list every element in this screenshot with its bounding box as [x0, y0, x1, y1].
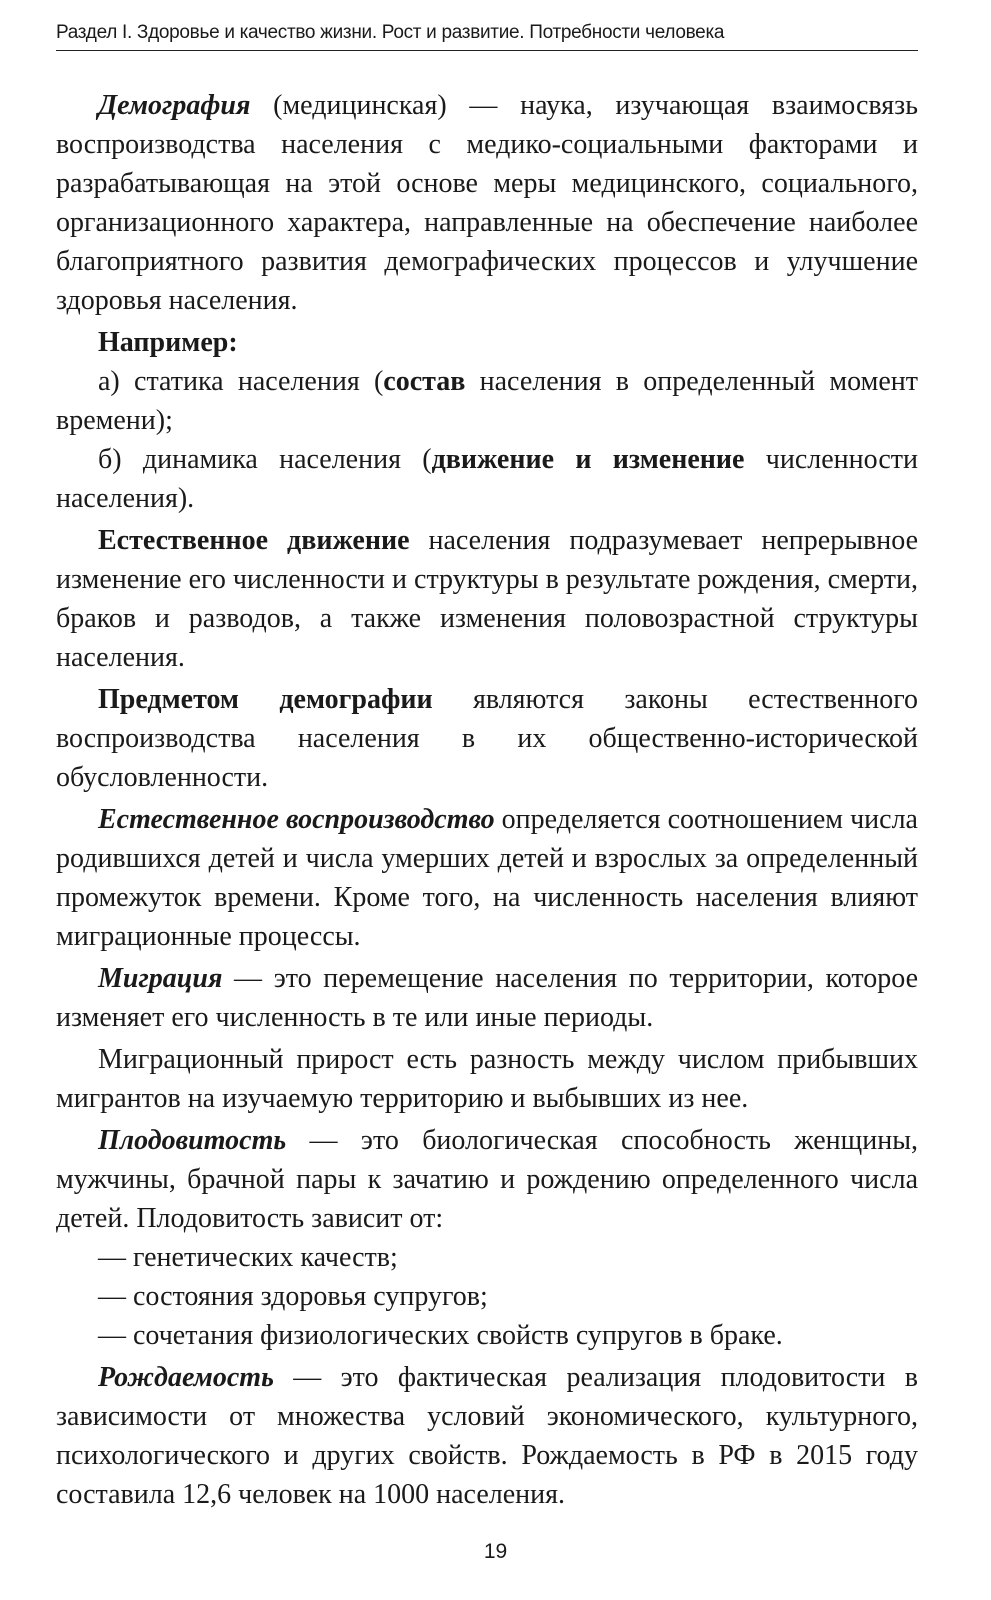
list-item: — состояния здоровья супругов; — [98, 1281, 488, 1312]
term-demography: Демография — [98, 90, 251, 121]
running-head: Раздел I. Здоровье и качество жизни. Рост и развитие. Потребности человека — [56, 22, 918, 51]
term-composition: состав — [383, 366, 466, 397]
paragraph-natural-reproduction — [56, 800, 918, 956]
paragraph-text: (медицинская) — наука, изучающая взаимосвязь воспроизводства населения с медико-социальными факторами и разрабатывающая на этой основе меры медицинского, социального, организационного характера, направленные на обеспечение наиболее благоприятного развития демографических процессов и улучшение здоровья населения. — [56, 90, 918, 316]
term-natural-reproduction: Естественное воспроизводство — [98, 804, 495, 835]
term-subject-of-demography: Предметом демографии — [98, 684, 433, 715]
paragraph-example-label — [56, 323, 918, 362]
paragraph-migration — [56, 959, 918, 1037]
paragraph-text: — это биологическая способность женщины, мужчины, брачной пары к зачатию и рождению определенного числа детей. Плодовитость зависит от: — [56, 1125, 918, 1234]
paragraph-text: Миграционный прирост есть разность между числом прибывших мигрантов на изучаемую территорию и выбывших из нее. — [56, 1044, 918, 1114]
paragraph-text: являются законы естественного воспроизводства населения в их общественно-исторической обусловленности. — [56, 684, 918, 793]
paragraph-text: — это перемещение населения по территории, которое изменяет его численность в те или иные периоды. — [56, 963, 918, 1033]
page-number: 19 — [483, 1540, 508, 1563]
term-fertility: Плодовитость — [98, 1125, 287, 1156]
list-item: — сочетания физиологических свойств супругов в браке. — [98, 1320, 783, 1351]
paragraph-text: а) статика населения ( — [98, 366, 384, 397]
paragraph-statics — [56, 362, 918, 440]
paragraph-birth-rate — [56, 1358, 918, 1514]
paragraph-subject-of-demography — [56, 680, 918, 797]
example-label: Например: — [98, 327, 238, 358]
paragraph-text: населения подразумевает непрерывное изменение его численности и структуры в результате рождения, смерти, браков и разводов, а также изменения половозрастной структуры населения. — [56, 525, 919, 673]
term-birth-rate: Рождаемость — [98, 1362, 274, 1393]
paragraph-fertility — [56, 1121, 918, 1238]
list-item: — генетических качеств; — [98, 1242, 398, 1273]
paragraph-migration-growth — [56, 1040, 918, 1118]
paragraph-demography-definition — [56, 86, 918, 320]
paragraph-text: численности населения). — [56, 444, 918, 514]
paragraph-text: — это фактическая реализация плодовитости в зависимости от множества условий экономического, культурного, психологического и других свойств. Рождаемость в РФ в 2015 году составила 12,6 человек на 1000 населения. — [56, 1362, 918, 1510]
body-text — [56, 86, 918, 1514]
paragraph-dynamics — [56, 440, 918, 518]
paragraph-text: определяется соотношением числа родившихся детей и числа умерших детей и взрослых за определенный промежуток времени. Кроме того, на численность населения влияют миграционные процессы. — [56, 804, 918, 952]
paragraph-text: населения в определенный момент времени); — [56, 366, 918, 436]
paragraph-natural-movement — [56, 521, 918, 677]
term-movement-change: движение и изменение — [431, 444, 745, 475]
paragraph-text: б) динамика населения ( — [98, 444, 432, 475]
term-migration: Миграция — [98, 963, 223, 994]
term-natural-movement: Естественное движение — [98, 525, 410, 556]
